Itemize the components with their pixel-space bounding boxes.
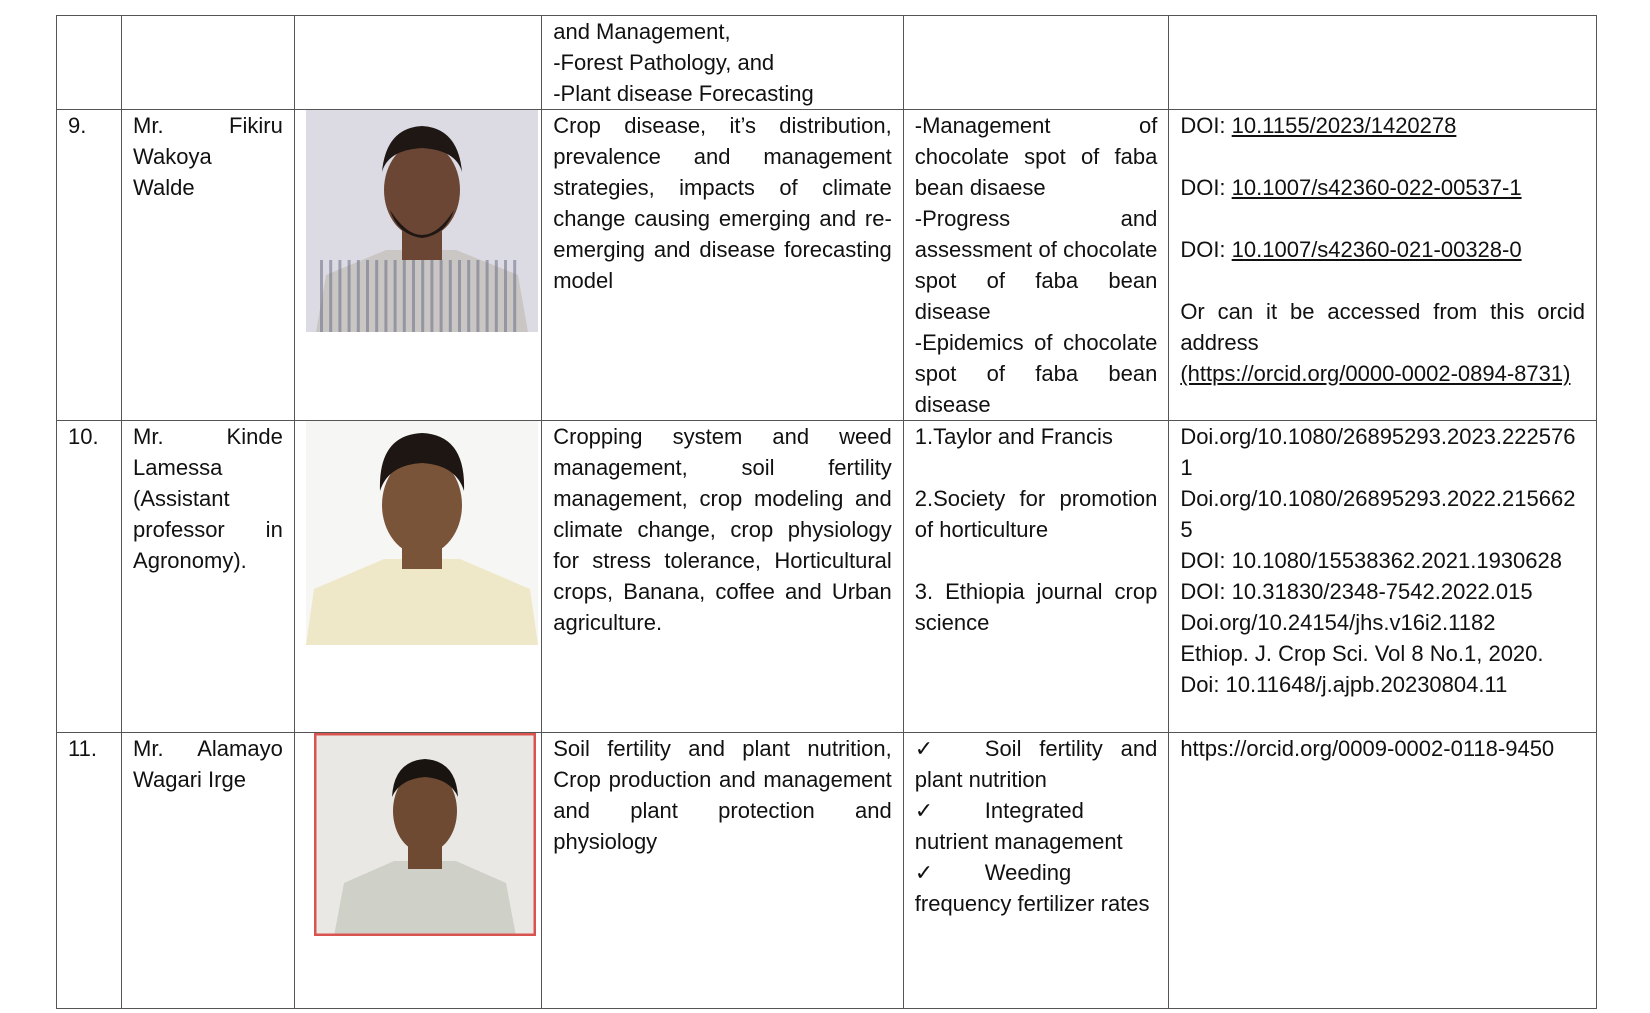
photo-cell: [294, 16, 541, 110]
staff-photo: [306, 110, 538, 332]
shirt-stripe: [485, 260, 488, 332]
doi-link[interactable]: 10.1007/s42360-022-00537-1: [1231, 175, 1522, 200]
doi-link[interactable]: 10.1007/s42360-021-00328-0: [1231, 237, 1522, 262]
checkmark-icon: ✓: [914, 860, 934, 885]
doi-entry: DOI: 10.1155/2023/1420278: [1180, 113, 1457, 138]
research-interest: Cropping system and weed management, soil fertility management, crop modeling and climate change, crop physiology for stress tolerance, Horticultural crops, Banana, coffee and Urban agriculture.: [542, 421, 904, 733]
staff-table: [56, 15, 1597, 1009]
doi-entry: DOI: 10.1007/s42360-022-00537-1: [1180, 175, 1522, 200]
project-item: ✓ Integrated nutrient management: [915, 795, 1158, 857]
project-item: -Epidemics of chocolate spot of faba bean disease: [914, 330, 1158, 417]
shirt-stripe: [504, 260, 507, 332]
publication-entry: Ethiop. J. Crop Sci. Vol 8 No.1, 2020.: [1180, 641, 1544, 666]
shirt-stripe: [495, 260, 498, 332]
shirt-stripe: [449, 260, 452, 332]
publication-entry: Doi.org/10.24154/jhs.v16i2.1182: [1180, 610, 1496, 635]
staff-name: [122, 110, 295, 421]
project-item: ✓ Soil fertility and plant nutrition: [915, 733, 1158, 795]
projects-cell: [903, 421, 1169, 733]
shirt-stripe: [476, 260, 479, 332]
staff-name-line: Mr. Fikiru: [133, 113, 283, 138]
photo-cell: [294, 110, 541, 421]
shirt-stripe: [384, 260, 387, 332]
interest-line: -Plant disease Forecasting: [553, 81, 814, 106]
doi-link[interactable]: 10.1155/2023/1420278: [1231, 113, 1457, 138]
publications-cell: [1169, 733, 1597, 1009]
staff-photo: [306, 421, 538, 645]
publications-cell: [1169, 16, 1597, 110]
orcid-note: Or can it be accessed from this orcid address: [1180, 299, 1585, 355]
project-item: ✓ Weeding frequency fertilizer rates: [915, 857, 1158, 919]
shirt-stripe: [430, 260, 433, 332]
project-item: 2.Society for promotion of horticulture: [914, 486, 1158, 542]
orcid-link[interactable]: https://orcid.org/0009-0002-0118-9450: [1180, 736, 1555, 761]
shirt-stripe: [347, 260, 350, 332]
shirt-stripe: [338, 260, 341, 332]
interest-line: -Forest Pathology, and: [553, 50, 775, 75]
publication-entry: DOI: 10.1080/15538362.2021.1930628: [1180, 548, 1562, 573]
project-item: 1.Taylor and Francis: [914, 424, 1113, 449]
row-number: 11.: [57, 733, 122, 1009]
interest-line: and Management,: [553, 19, 731, 44]
publications-cell: [1169, 110, 1597, 421]
checkmark-icon: ✓: [914, 736, 934, 761]
research-interest: Soil fertility and plant nutrition, Crop production and management and plant protection and physiology: [542, 733, 904, 1009]
staff-name: Mr. Alamayo Wagari Irge: [122, 733, 295, 1009]
staff-name: Mr. Kinde Lamessa (Assistant professor in Agronomy).: [122, 421, 295, 733]
project-item: 3. Ethiopia journal crop science: [914, 579, 1158, 635]
shirt-stripe: [357, 260, 360, 332]
publication-entry: Doi.org/10.1080/26895293.2023.2225761: [1180, 424, 1576, 480]
table-row: [57, 16, 1597, 110]
checkmark-icon: ✓: [914, 798, 934, 823]
staff-photo: [314, 733, 536, 936]
shirt-stripe: [329, 260, 332, 332]
staff-name-line: Wakoya: [133, 144, 212, 169]
shirt-stripe: [439, 260, 442, 332]
shirt-stripe: [393, 260, 396, 332]
orcid-link[interactable]: (https://orcid.org/0000-0002-0894-8731): [1180, 361, 1571, 386]
projects-cell: [903, 733, 1169, 1009]
shirt-stripe: [421, 260, 424, 332]
shirt-stripe: [320, 260, 323, 332]
project-item: -Progress and assessment of chocolate spot of faba bean disease: [914, 206, 1158, 324]
shirt-stripe: [403, 260, 406, 332]
publication-entry: Doi.org/10.1080/26895293.2022.2156625: [1180, 486, 1576, 542]
shirt-stripe: [412, 260, 415, 332]
interest-cell: [542, 16, 904, 110]
publication-entry: DOI: 10.31830/2348-7542.2022.015: [1180, 579, 1533, 604]
row-number-cell: [57, 16, 122, 110]
doi-entry: DOI: 10.1007/s42360-021-00328-0: [1180, 237, 1522, 262]
projects-cell: [903, 110, 1169, 421]
shirt-stripe: [375, 260, 378, 332]
shirt-stripe: [513, 260, 516, 332]
row-number: 10.: [57, 421, 122, 733]
shirt-stripe: [458, 260, 461, 332]
project-item: -Management of chocolate spot of faba bean disaese: [914, 113, 1158, 200]
table-row: [57, 110, 1597, 421]
row-number: 9.: [57, 110, 122, 421]
shirt-stripe: [366, 260, 369, 332]
publication-entry: Doi: 10.11648/j.ajpb.20230804.11: [1180, 672, 1508, 697]
staff-name-line: Walde: [133, 175, 195, 200]
photo-cell: [294, 733, 541, 1009]
publications-cell: [1169, 421, 1597, 733]
table-row: [57, 421, 1597, 733]
research-interest: Crop disease, it’s distribution, prevalence and management strategies, impacts of climate change causing emerging and re-emerging and disease forecasting model: [542, 110, 904, 421]
name-cell: [122, 16, 295, 110]
projects-cell: [903, 16, 1169, 110]
shirt-stripe: [467, 260, 470, 332]
photo-cell: [294, 421, 541, 733]
table-row: [57, 733, 1597, 1009]
